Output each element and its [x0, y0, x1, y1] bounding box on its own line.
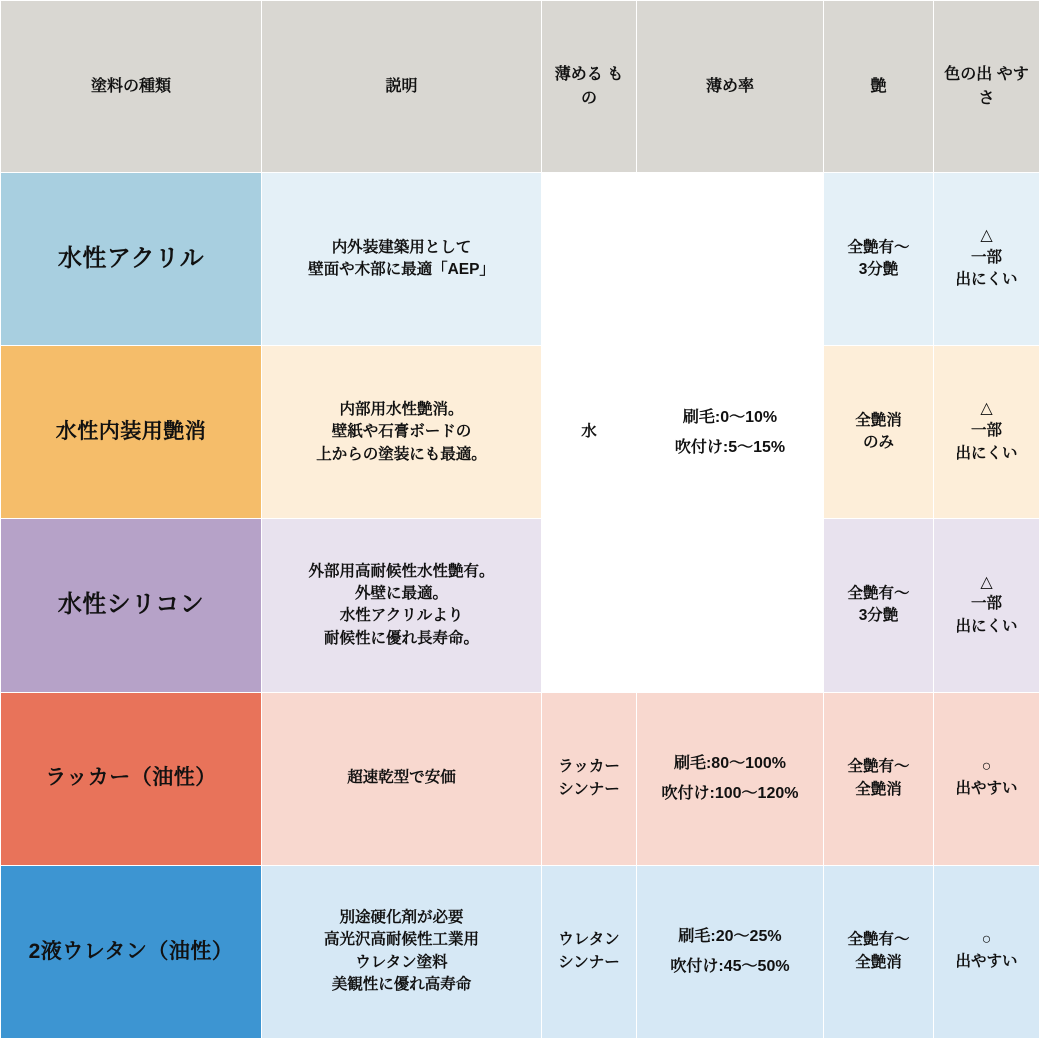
row-4-gloss-line-1: 全艶有〜: [847, 758, 910, 776]
row-1-description: [262, 173, 542, 346]
row-4-color-ease: [934, 692, 1039, 865]
row-1-gloss-line-1: 全艶有〜: [847, 238, 910, 256]
row-3-desc-line-1: 外部用高耐候性水性艶有。: [308, 562, 495, 580]
row-4-rate-line-2: 吹付け:100〜120%: [661, 785, 799, 803]
row-1-gloss: [824, 173, 934, 346]
row-5-dilution-rate: [637, 865, 824, 1038]
row-1-desc-line-2: 壁面や木部に最適「AEP」: [308, 261, 495, 279]
row-3-desc-line-4: 耐候性に優れ長寿命。: [323, 629, 479, 647]
row-3-desc-line-3: 水性アクリルより: [339, 607, 464, 625]
row-2-color-mark: △: [980, 400, 993, 418]
header-color-ease-line-2: やすさ: [978, 66, 1029, 107]
table-row: [1, 865, 1039, 1038]
row-5-color-line-2: 出やすい: [955, 953, 1018, 971]
row-2-gloss-line-1: 全艶消: [855, 411, 902, 429]
header-dilution-rate: 薄め率: [637, 1, 824, 173]
header-color-ease-line-1: 色の出: [944, 66, 993, 84]
row-5-gloss-line-1: 全艶有〜: [847, 931, 910, 949]
row-5-description: [262, 865, 542, 1038]
row-2-color-line-2: 一部: [970, 422, 1002, 440]
row-4-desc-line-1: 超速乾型で安価: [347, 769, 456, 787]
row-5-desc-line-2: 高光沢高耐候性工業用: [323, 931, 479, 949]
row-4-gloss: [824, 692, 934, 865]
row-1-color-line-3: 出にくい: [955, 271, 1018, 289]
row-3-desc-line-2: 外壁に最適。: [354, 585, 448, 602]
row-5-desc-line-4: 美観性に優れ高寿命: [331, 976, 472, 994]
header-color-ease: [934, 1, 1039, 173]
row-4-color-mark: ○: [981, 758, 992, 776]
row-4-gloss-line-2: 全艶消: [855, 780, 902, 798]
row-5-gloss-line-2: 全艶消: [855, 953, 902, 971]
row-3-color-mark: △: [980, 573, 993, 591]
row-5-paint-type: 2液ウレタン（油性）: [1, 865, 262, 1038]
row-3-color-line-3: 出にくい: [955, 617, 1018, 635]
row-3-color-ease: [934, 519, 1039, 692]
row-3-paint-type: 水性シリコン: [1, 519, 262, 692]
row-4-dilution-rate: [637, 692, 824, 865]
row-5-thinner-line-2: シンナー: [558, 953, 620, 971]
row-2-color-line-3: 出にくい: [955, 444, 1018, 462]
header-thinner-line-2: もの: [580, 66, 624, 107]
row-3-description: [262, 519, 542, 692]
table-row: [1, 173, 1039, 346]
row-1-color-line-2: 一部: [970, 249, 1002, 267]
row-2-desc-line-2: 壁紙や石膏ボードの: [331, 423, 472, 441]
row-4-color-line-2: 出やすい: [955, 779, 1018, 797]
header-thinner-line-1: 薄める: [554, 66, 603, 84]
row-2-gloss: [824, 346, 934, 519]
row-4-description: [262, 692, 542, 865]
row-1-color-ease: [934, 173, 1039, 346]
water-dilution-rate-cell: [637, 173, 824, 693]
header-description: 説明: [262, 1, 542, 173]
water-rate-line-1: 刷毛:0〜10%: [682, 408, 778, 426]
header-thinner: [542, 1, 637, 173]
row-4-thinner: [542, 692, 637, 865]
table-header-row: [1, 1, 1039, 173]
table-row: [1, 519, 1039, 692]
row-2-description: [262, 346, 542, 519]
row-1-paint-type: 水性アクリル: [1, 173, 262, 346]
header-gloss: 艶: [824, 1, 934, 173]
header-paint-type: 塗料の種類: [1, 1, 262, 173]
row-2-desc-line-1: 内部用水性艶消。: [339, 400, 464, 418]
table-row: [1, 346, 1039, 519]
row-5-rate-line-2: 吹付け:45〜50%: [670, 958, 790, 976]
row-2-paint-type: 水性内装用艶消: [1, 346, 262, 519]
row-5-thinner: [542, 865, 637, 1038]
row-5-color-mark: ○: [981, 931, 992, 949]
row-5-rate-line-1: 刷毛:20〜25%: [678, 928, 782, 946]
row-5-thinner-line-1: ウレタン: [558, 931, 620, 949]
row-1-color-mark: △: [980, 227, 993, 245]
row-2-color-ease: [934, 346, 1039, 519]
row-4-rate-line-1: 刷毛:80〜100%: [673, 754, 787, 772]
row-5-gloss: [824, 865, 934, 1038]
row-4-paint-type: ラッカー（油性）: [1, 692, 262, 865]
row-3-gloss-line-1: 全艶有〜: [847, 585, 910, 602]
row-1-gloss-line-2: 3分艶: [858, 261, 899, 279]
row-3-gloss-line-2: 3分艶: [858, 607, 899, 625]
water-thinner-cell: 水: [542, 173, 637, 693]
row-1-desc-line-1: 内外装建築用として: [331, 238, 472, 256]
table-row: [1, 692, 1039, 865]
row-4-thinner-line-1: ラッカー: [558, 758, 620, 776]
row-5-desc-line-1: 別途硬化剤が必要: [339, 908, 464, 926]
row-4-thinner-line-2: シンナー: [558, 780, 620, 798]
water-rate-line-2: 吹付け:5〜15%: [674, 438, 786, 456]
row-3-gloss: [824, 519, 934, 692]
row-2-gloss-line-2: のみ: [862, 434, 894, 452]
row-2-desc-line-3: 上からの塗装にも最適。: [316, 445, 487, 463]
row-5-desc-line-3: ウレタン塗料: [355, 953, 448, 971]
row-5-color-ease: [934, 865, 1039, 1038]
row-3-color-line-2: 一部: [970, 595, 1002, 613]
